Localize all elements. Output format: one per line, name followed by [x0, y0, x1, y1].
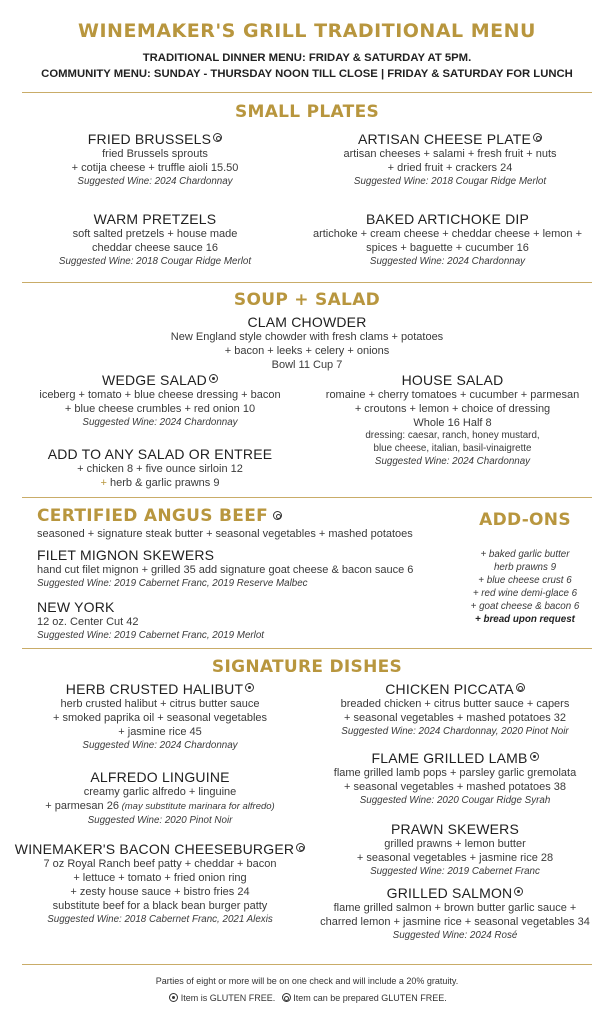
wine-pairing: Suggested Wine: 2020 Cougar Ridge Syrah — [359, 795, 551, 806]
item-desc: substitute beef for a black bean burger patty — [52, 900, 268, 912]
item-desc: + seasonal vegetables + jasmine rice 28 — [356, 852, 554, 864]
addons-heading: ADD-ONS — [479, 510, 571, 530]
item-desc: + croutons + lemon + choice of dressing — [354, 403, 551, 415]
divider — [22, 282, 592, 283]
item-name: CLAM CHOWDER — [247, 314, 367, 330]
item-lamb — [305, 750, 605, 807]
item-fried-brussels — [30, 131, 280, 188]
wine-pairing: Suggested Wine: 2024 Chardonnay — [369, 256, 526, 267]
small-plates-heading: SMALL PLATES — [234, 102, 380, 122]
item-chicken-piccata — [305, 681, 605, 738]
dressing-options: dressing: caesar, ranch, honey mustard, — [365, 430, 540, 441]
item-desc: cheddar cheese sauce 16 — [92, 242, 218, 254]
item-desc: artisan cheeses + salami + fresh fruit + nuts — [343, 148, 557, 160]
item-new-york — [37, 599, 457, 642]
wine-pairing: Suggested Wine: 2024 Chardonnay — [82, 417, 238, 428]
divider — [22, 964, 592, 965]
gluten-free-optional-icon — [282, 993, 291, 1002]
wine-pairing: Suggested Wine: 2018 Cougar Ridge Merlot — [58, 256, 252, 267]
gratuity-note: Parties of eight or more will be on one check and will include a 20% gratuity. — [155, 976, 459, 986]
addon-item: + blue cheese crust 6 — [478, 575, 572, 586]
item-artichoke-dip — [290, 211, 605, 268]
addon-item: + baked garlic butter — [480, 549, 570, 560]
item-desc: iceberg + tomato + blue cheese dressing + bacon — [39, 389, 281, 401]
gluten-free-optional-icon — [273, 511, 282, 520]
item-clam-chowder — [100, 314, 514, 372]
item-desc: romaine + cherry tomatoes + cucumber + parmesan — [325, 389, 580, 401]
gluten-legend — [0, 993, 614, 1003]
item-alfredo — [15, 769, 305, 827]
gluten-free-optional-icon — [516, 683, 525, 692]
angus-heading-text: CERTIFIED ANGUS BEEF — [37, 506, 269, 526]
wine-pairing: Suggested Wine: 2019 Cabernet Franc, 2019 Merlot — [37, 630, 265, 641]
item-name: FLAME GRILLED LAMB — [371, 750, 528, 766]
angus-beef-heading — [37, 506, 282, 526]
item-desc: spices + baguette + cucumber 16 — [366, 242, 529, 254]
item-name: ARTISAN CHEESE PLATE — [357, 131, 532, 147]
gluten-free-icon — [514, 887, 523, 896]
item-name: ALFREDO LINGUINE — [90, 769, 230, 785]
item-halibut — [15, 681, 305, 752]
item-warm-pretzels — [20, 211, 290, 268]
item-name: HERB CRUSTED HALIBUT — [65, 681, 244, 697]
item-prawn-skewers — [305, 821, 605, 878]
plus-mark: + — [100, 477, 107, 489]
gluten-free-optional-icon — [296, 843, 305, 852]
item-name: CHICKEN PICCATA — [385, 681, 514, 697]
addon-item: + bread upon request — [475, 614, 575, 625]
legend-gp: Item can be prepared GLUTEN FREE. — [293, 993, 447, 1003]
item-name: GRILLED SALMON — [386, 885, 513, 901]
item-house-salad — [305, 372, 600, 468]
wine-pairing: Suggested Wine: 2019 Cabernet Franc, 2019 Reserve Malbec — [37, 578, 308, 589]
item-desc: + seasonal vegetables + mashed potatoes 32 — [344, 712, 566, 724]
wine-pairing: Suggested Wine: 2024 Chardonnay, 2020 Pinot Noir — [341, 726, 569, 737]
item-name: BAKED ARTICHOKE DIP — [365, 211, 530, 227]
angus-subtitle: seasoned + signature steak butter + seasonal vegetables + mashed potatoes — [37, 528, 413, 540]
divider — [22, 92, 592, 93]
wine-pairing: Suggested Wine: 2018 Cougar Ridge Merlot — [353, 176, 547, 187]
item-cheeseburger — [10, 841, 310, 926]
dressing-options: blue cheese, italian, basil-vinaigrette — [373, 442, 532, 454]
gluten-free-optional-icon — [533, 133, 542, 142]
item-desc: charred lemon + jasmine rice + seasonal vegetables 34 — [320, 916, 590, 928]
item-grilled-salmon — [300, 885, 610, 942]
item-desc: + dried fruit + crackers 24 — [387, 162, 513, 174]
soup-salad-heading: SOUP + SALAD — [233, 290, 381, 310]
addon-item: + red wine demi-glace 6 — [472, 588, 578, 599]
item-desc: artichoke + cream cheese + cheddar cheese + lemon + — [312, 228, 583, 240]
item-name: ADD TO ANY SALAD OR ENTREE — [47, 446, 273, 462]
item-note: (may substitute marinara for alfredo) — [118, 801, 275, 812]
addon-item: herb prawns 9 — [493, 562, 557, 573]
divider — [22, 648, 592, 649]
item-name: WINEMAKER'S BACON CHEESEBURGER — [14, 841, 295, 857]
item-desc: breaded chicken + citrus butter sauce + capers — [340, 698, 570, 710]
item-desc: fried Brussels sprouts — [102, 148, 208, 160]
gluten-free-icon — [169, 993, 178, 1002]
item-desc: flame grilled lamb pops + parsley garlic gremolata — [333, 767, 577, 779]
legend-gf: Item is GLUTEN FREE. — [180, 993, 276, 1003]
wine-pairing: Suggested Wine: 2018 Cabernet Franc, 2021 Alexis — [47, 914, 273, 925]
item-desc: soft salted pretzels + house made — [72, 228, 238, 240]
item-name: WARM PRETZELS — [93, 211, 217, 227]
wine-pairing: Suggested Wine: 2024 Rosé — [392, 930, 518, 941]
item-artisan-cheese — [300, 131, 600, 188]
gluten-free-icon — [245, 683, 254, 692]
item-desc: + zesty house sauce + bistro fries 24 — [70, 886, 250, 898]
item-name: PRAWN SKEWERS — [390, 821, 520, 837]
item-price: Whole 16 Half 8 — [413, 417, 492, 429]
item-desc: New England style chowder with fresh clams + potatoes — [170, 331, 444, 343]
wine-pairing: Suggested Wine: 2019 Cabernet Franc — [370, 866, 540, 877]
wine-pairing: Suggested Wine: 2024 Chardonnay — [77, 176, 233, 187]
menu-title: WINEMAKER'S GRILL TRADITIONAL MENU — [78, 20, 536, 42]
item-name: WEDGE SALAD — [102, 372, 207, 388]
item-name: NEW YORK — [37, 599, 115, 615]
item-desc: + jasmine rice 45 — [118, 726, 202, 738]
item-desc: + chicken 8 + five ounce sirloin 12 — [77, 463, 243, 475]
item-desc: + seasonal vegetables + mashed potatoes 38 — [344, 781, 566, 793]
item-desc: creamy garlic alfredo + linguine — [83, 786, 237, 798]
item-name: FILET MIGNON SKEWERS — [37, 547, 215, 563]
gluten-free-icon — [530, 752, 539, 761]
item-desc: herb & garlic prawns 9 — [106, 477, 220, 489]
addons-list — [455, 548, 595, 626]
divider — [22, 497, 592, 498]
wine-pairing: Suggested Wine: 2024 Chardonnay — [82, 740, 238, 751]
item-desc: herb crusted halibut + citrus butter sauce — [60, 698, 260, 710]
community-hours: COMMUNITY MENU: SUNDAY - THURSDAY NOON TILL CLOSE | FRIDAY & SATURDAY FOR LUNCH — [41, 68, 573, 80]
item-salad-addon — [15, 446, 305, 490]
gluten-free-optional-icon — [213, 133, 222, 142]
signature-heading: SIGNATURE DISHES — [211, 657, 403, 677]
item-desc: hand cut filet mignon + grilled 35 add signature goat cheese & bacon sauce 6 — [37, 564, 414, 576]
item-price: Bowl 11 Cup 7 — [271, 359, 343, 371]
item-desc: + parmesan 26 — [45, 800, 119, 812]
item-desc: + bacon + leeks + celery + onions — [224, 345, 390, 357]
wine-pairing: Suggested Wine: 2024 Chardonnay — [374, 456, 531, 467]
item-desc: grilled prawns + lemon butter — [384, 838, 526, 850]
item-desc: flame grilled salmon + brown butter garlic sauce + — [333, 902, 577, 914]
addon-item: + goat cheese & bacon 6 — [470, 601, 580, 612]
item-wedge-salad — [15, 372, 305, 429]
item-name: FRIED BRUSSELS — [87, 131, 212, 147]
item-desc: + cotija cheese + truffle aioli 15.50 — [71, 162, 239, 174]
item-name: HOUSE SALAD — [401, 372, 504, 388]
dinner-hours: TRADITIONAL DINNER MENU: FRIDAY & SATURDAY AT 5PM. — [142, 52, 472, 64]
item-filet-mignon — [37, 547, 457, 590]
item-desc: 12 oz. Center Cut 42 — [37, 616, 139, 628]
wine-pairing: Suggested Wine: 2020 Pinot Noir — [87, 815, 233, 826]
item-desc: + smoked paprika oil + seasonal vegetables — [52, 712, 268, 724]
item-desc: 7 oz Royal Ranch beef patty + cheddar + bacon — [43, 858, 277, 870]
item-desc: + blue cheese crumbles + red onion 10 — [64, 403, 256, 415]
gluten-free-icon — [209, 374, 218, 383]
item-desc: + lettuce + tomato + fried onion ring — [73, 872, 247, 884]
